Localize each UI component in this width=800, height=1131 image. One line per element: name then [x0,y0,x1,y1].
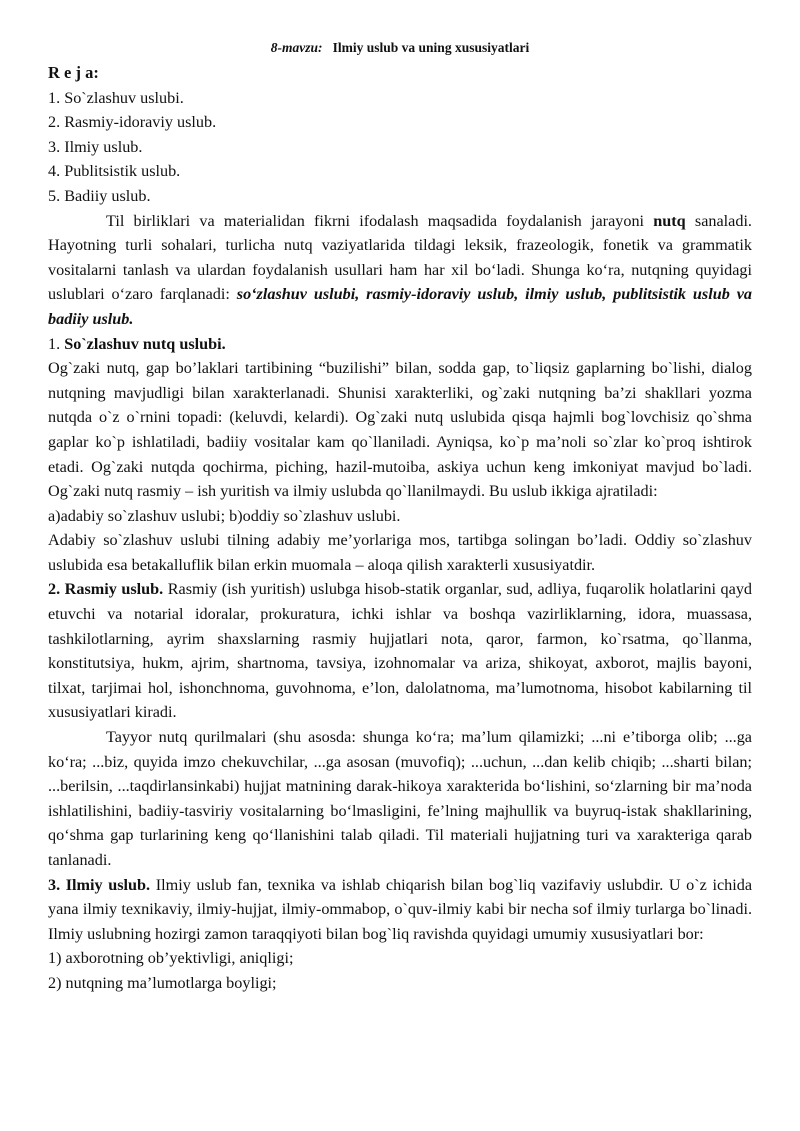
intro-paragraph [48,209,752,332]
section1-subtypes: a)adabiy so`zlashuv uslubi; b)oddiy so`zlashuv uslubi. [48,506,401,525]
plan-item: 3. Ilmiy uslub. [48,137,143,156]
section1-paragraph-2: Adabiy so`zlashuv uslubi tilning adabiy me’yorlariga mos, tartibga solingan bo’ladi. Oddiy so`zlashuv uslubida esa betakalluflik bilan erkin muomala – aloqa qilish xarakterli xususiyatdir. [48,531,752,574]
topic-title [48,38,752,58]
section1-heading-number: 1. [48,334,65,353]
section1-paragraph: Og`zaki nutq, gap bo’laklari tartibining “buzilishi” bilan, sodda gap, to`liqsiz gaplarning bo`lishi, dialog nutqning mavjudligi bilan xarakterlanadi. Shunisi xarakterliki, og`zaki nutqning ba’zi shakllari yozma nutqda o`z o`rnini topadi: (keluvdi, kelardi). Og`zaki nutq uslubida qisqa hajmli bog`lovchisiz qo`shma gaplar ko`p ishlatiladi, badiiy vositalar kam qo`llaniladi. Ayniqsa, ko`p ma’noli so`zlar ko`proq ishtirok etadi. Og`zaki nutqda qochirma, piching, hazil-mutoiba, askiya uchun keng imkoniyat mavjud bo`ladi. Og`zaki nutq rasmiy – ish yuritish va ilmiy uslubda qo`llanilmaydi. Bu uslub ikkiga ajratiladi: [48,359,752,501]
plan-list [48,61,752,209]
intro-text-2: sanaladi. Hayotning turli sohalari, turlicha nutq vaziyatlarida tildagi leksik, frazeologik, fonetik va grammatik vositalarni tanlash va ulardan foydalanish usullari ham har xil bo‘ladi. Shunga ko‘ra, nutqning quyidagi uslublari o‘zaro farqlanadi: [48,211,752,304]
plan-heading: R e j a: [48,63,99,82]
plan-item: 1. So`zlashuv uslubi. [48,88,184,107]
intro-text-1: Til birliklari va materialidan fikrni ifodalash maqsadida foydalanish jarayoni [106,211,654,230]
section3-list-item: 1) axborotning ob’yektivligi, aniqligi; [48,949,294,968]
topic-number: 8-mavzu: [270,40,323,55]
plan-item: 5. Badiiy uslub. [48,186,151,205]
section2-heading: 2. Rasmiy uslub. [48,580,164,599]
intro-bold-term: nutq [653,211,686,230]
plan-item: 2. Rasmiy-idoraviy uslub. [48,113,217,132]
section3-paragraph [48,873,752,947]
intro-style-list: so‘zlashuv uslubi, rasmiy-idoraviy uslub, ilmiy uslub, publitsistik uslub va badiiy uslub. [48,285,752,328]
section3-heading: 3. Ilmiy uslub. [48,875,151,894]
plan-item: 4. Publitsistik uslub. [48,162,181,181]
section1-heading-text: So`zlashuv nutq uslubi. [64,334,226,353]
section1-heading [48,332,752,357]
section2-paragraph-2: Tayyor nutq qurilmalari (shu asosda: shunga ko‘ra; ma’lum qilamizki; ...ni e’tiborga olib; ...ga ko‘ra; ...biz, quyida imzo chekuvchilar, ...ga asosan (muvofiq); ...uchun, ...dan kelib chiqib; ...sharti bilan; ...berilsin, ...taqdirlansinkabi) hujjat matnining darak-hikoya xarakterida bo‘lishini, so‘zlarning bir ma’noda ishlatilishini, badiiy-tasviriy vositalarning bo‘lmasligini, fe’lning majhullik va buyruq-istak shakllarining, qo‘shma gap turlarining keng qo‘llanishini talab qiladi. Til materiali hujjatning turi va xarakteriga qarab tanlanadi. [48,728,752,869]
topic-title-text: Ilmiy uslub va uning xususiyatlari [332,40,530,55]
section3-text: Ilmiy uslub fan, texnika va ishlab chiqarish bilan bog`liq vazifaviy uslubdir. U o`z ichida yana ilmiy texnikaviy, ilmiy-hujjat, ilmiy-ommabop, o`quv-ilmiy kabi bir necha sof ilmiy turlarga bo`linadi. Ilmiy uslubning hozirgi zamon taraqqiyoti bilan bog`liq ravishda quyidagi umumiy xususiyatlari bor: [48,875,752,943]
section2-paragraph [48,577,752,725]
section3-list-item: 2) nutqning ma’lumotlarga boyligi; [48,973,277,992]
section2-text: Rasmiy (ish yuritish) uslubga hisob-statik organlar, sud, adliya, fuqarolik holatlarini qayd etuvchi va notarial idoralar, prokuratura, ichki ishlar va boshqa vazirliklarning, idora, muassasa, tashkilotlarning, ayrim shaxslarning rasmiy hujjatlari nota, qaror, farmon, ko`rsatma, qo`llanma, konstitutsiya, hukm, ajrim, shartnoma, tavsiya, izohnomalar va ariza, shikoyat, axborot, majlis bayoni, tilxat, tarjimai hol, ishonchnoma, guvohnoma, e’lon, dalolatnoma, ma’lumotnoma, hisobot kabilarning til xususiyatlari kiradi. [48,580,753,722]
